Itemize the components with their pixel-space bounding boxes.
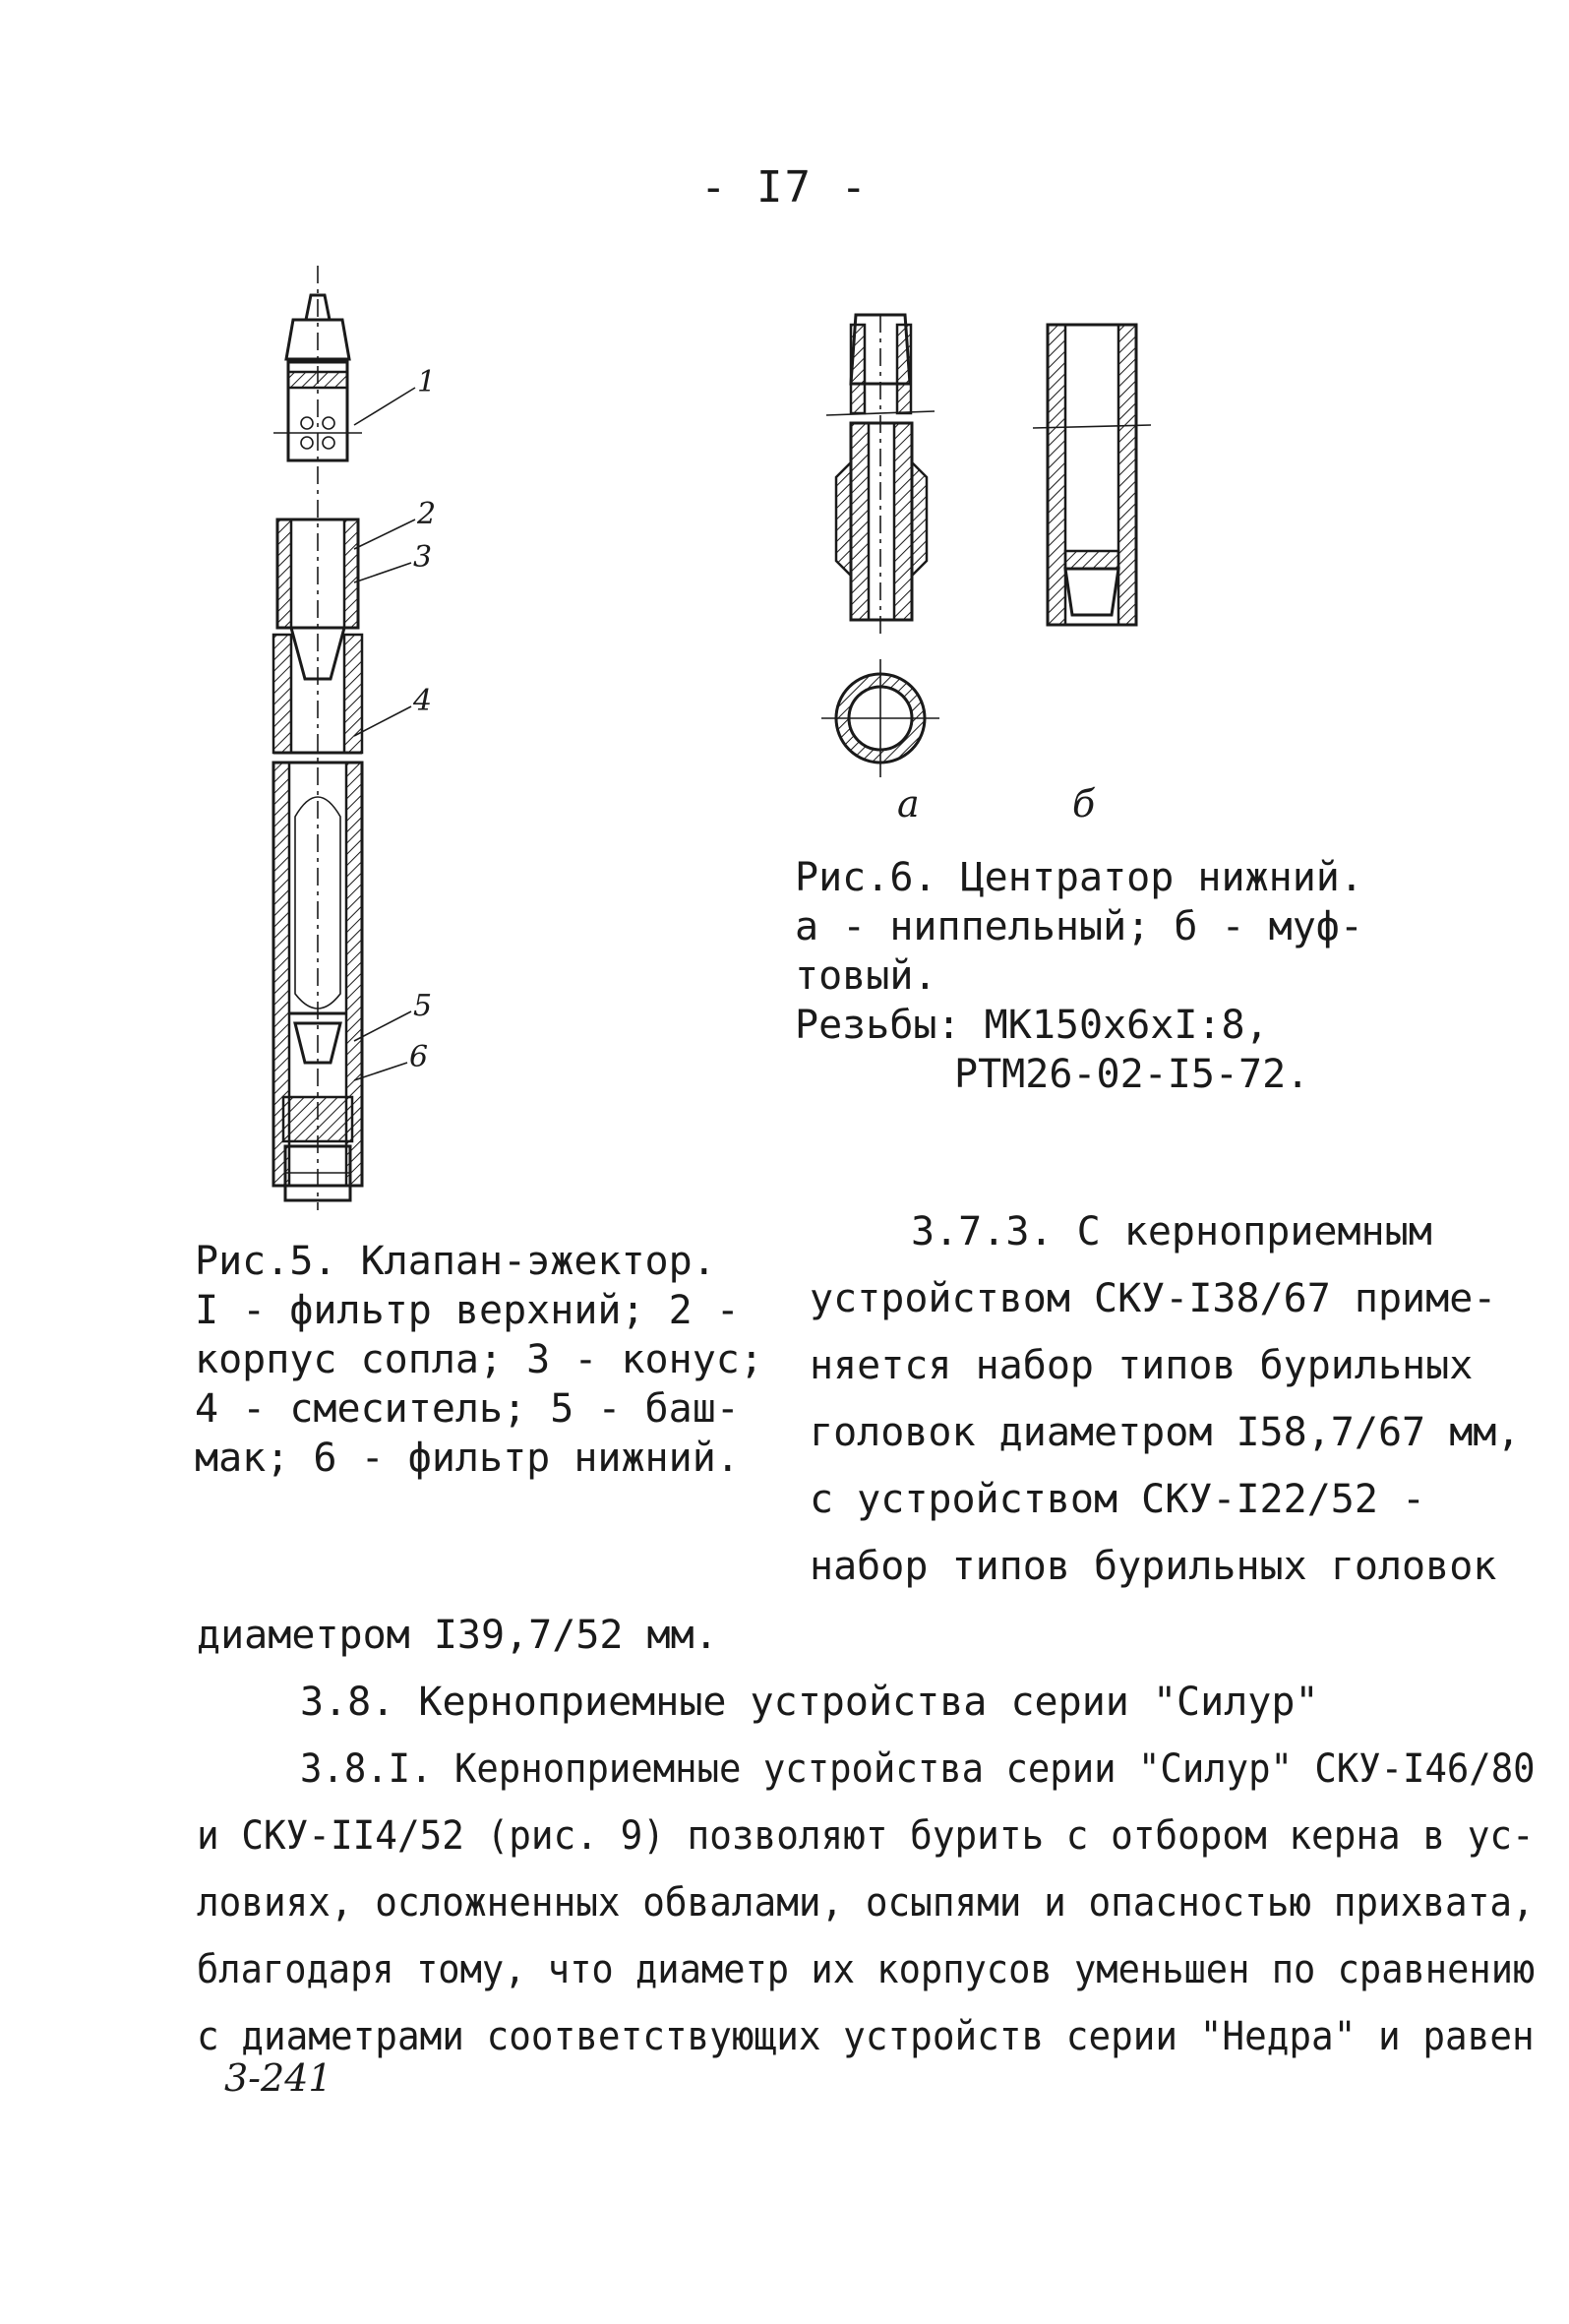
footer-code: 3-241 xyxy=(224,2056,332,2100)
figure6-caption-line: Рис.6. Центратор нижний. xyxy=(795,855,1363,900)
paragraph-line: устройством СКУ-I38/67 приме- xyxy=(810,1276,1497,1321)
paragraph-line: няется набор типов бурильных xyxy=(810,1343,1474,1388)
figure5-caption-line: 4 - смеситель; 5 - баш- xyxy=(195,1386,740,1432)
figure5-caption-line: I - фильтр верхний; 2 - xyxy=(195,1288,740,1333)
figure5-callouts xyxy=(354,365,472,1082)
paragraph-line: 3.8.I. Керноприемные устройства серии "Силур" СКУ-I46/80 xyxy=(300,1746,1536,1792)
figure6-caption-line: РТМ26-02-I5-72. xyxy=(954,1052,1310,1097)
paragraph-line: головок диаметром I58,7/67 мм, xyxy=(810,1410,1521,1455)
figure5-caption-line: мак; 6 - фильтр нижний. xyxy=(195,1436,740,1481)
page-number: - I7 - xyxy=(700,162,869,213)
figure6-caption-line: Резьбы: МК150х6хI:8, xyxy=(795,1003,1269,1048)
figure6b-drawing xyxy=(1023,315,1180,640)
callout-4: 4 xyxy=(413,684,433,718)
paragraph-line: набор типов бурильных головок xyxy=(810,1544,1497,1589)
figure6-label-a: а xyxy=(897,782,920,826)
paragraph-line: и СКУ-II4/52 (рис. 9) позволяют бурить с отбором керна в ус- xyxy=(197,1813,1535,1859)
paragraph-line: диаметром I39,7/52 мм. xyxy=(197,1613,718,1658)
paragraph-line: с диаметрами соответствующих устройств серии "Недра" и равен xyxy=(197,2014,1535,2059)
callout-1: 1 xyxy=(417,365,437,399)
figure6a-drawing xyxy=(807,315,1003,767)
figure6-caption-line: а - ниппельный; б - муф- xyxy=(795,904,1363,949)
section-heading: 3.8. Керноприемные устройства серии "Силур" xyxy=(300,1680,1319,1725)
callout-6: 6 xyxy=(409,1040,429,1074)
callout-5: 5 xyxy=(413,989,433,1023)
paragraph-line: 3.7.3. С керноприемным xyxy=(911,1209,1432,1254)
figure5-caption-line: корпус сопла; 3 - конус; xyxy=(195,1337,763,1382)
figure6-caption-line: товый. xyxy=(795,953,937,999)
figure6-label-b: б xyxy=(1072,782,1096,826)
callout-3: 3 xyxy=(413,540,433,575)
figure5-caption-line: Рис.5. Клапан-эжектор. xyxy=(195,1239,716,1284)
paragraph-line: с устройством СКУ-I22/52 - xyxy=(810,1477,1426,1522)
paragraph-line: ловиях, осложненных обвалами, осыпями и опасностью прихвата, xyxy=(197,1880,1535,1926)
callout-2: 2 xyxy=(417,497,437,531)
paragraph-line: благодаря тому, что диаметр их корпусов уменьшен по сравнению xyxy=(197,1947,1536,1992)
